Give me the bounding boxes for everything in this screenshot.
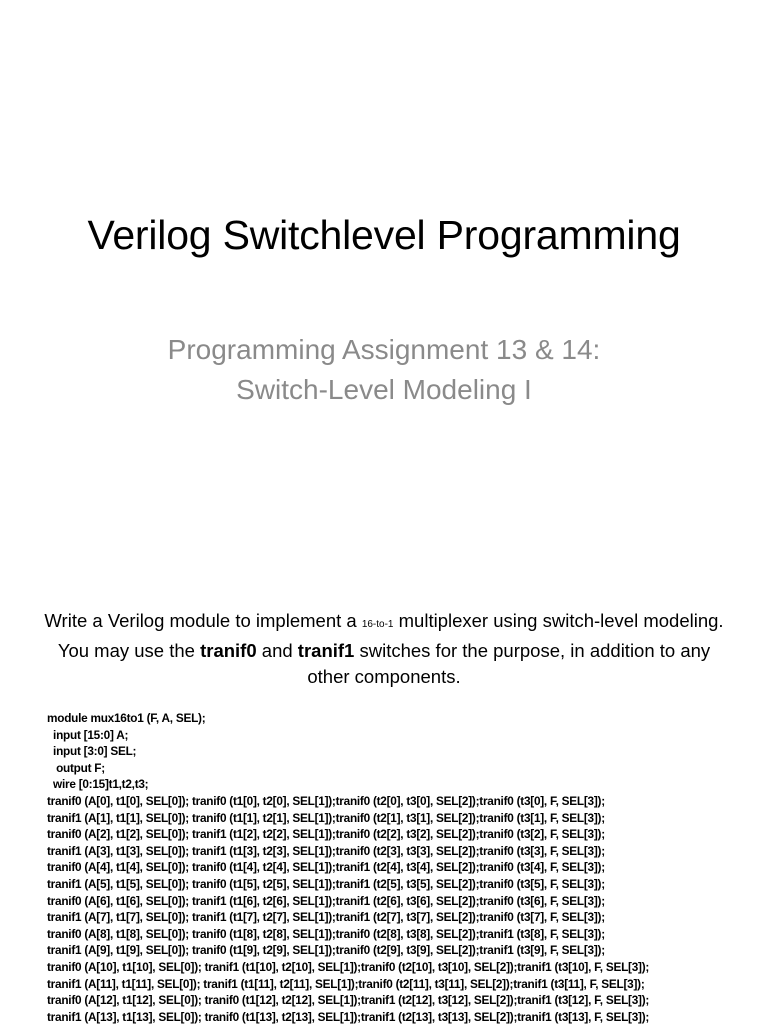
code-line: tranif0 (A[12], t1[12], SEL[0]); tranif0 (t1[12], t2[12], SEL[1]);tranif1 (t2[12], t3[12], SEL[2]);tranif1 (t3[12], F, SEL[3]); [47,993,650,1008]
prompt-mux-size: 16-to-1 [361,619,394,630]
code-line: tranif1 (A[1], t1[1], SEL[0]); tranif0 (t1[1], t2[1], SEL[1]);tranif0 (t2[1], t3[1], SEL[2]);tranif0 (t3[1], F, SEL[3]); [47,810,605,825]
code-line: tranif0 (A[8], t1[8], SEL[0]); tranif0 (t1[8], t2[8], SEL[1]);tranif0 (t2[8], t3[8], SEL[2]);tranif1 (t3[8], F, SEL[3]); [47,926,605,941]
prompt-tranif0: tranif0 [200,640,257,661]
code-line: tranif1 (A[11], t1[11], SEL[0]); tranif1 (t1[11], t2[11], SEL[1]);tranif0 (t2[11], t3[11], SEL[2]);tranif1 (t3[11], F, SEL[3]); [47,976,645,991]
slide-subtitle [0,330,768,410]
code-line: input [3:0] SEL; [47,744,137,759]
code-line: tranif0 (A[10], t1[10], SEL[0]); tranif1 (t1[10], t2[10], SEL[1]);tranif0 (t2[10], t3[10], SEL[2]);tranif1 (t3[10], F, SEL[3]); [47,959,650,974]
code-line: tranif1 (A[9], t1[9], SEL[0]); tranif0 (t1[9], t2[9], SEL[1]);tranif0 (t2[9], t3[9], SEL[2]);tranif1 (t3[9], F, SEL[3]); [47,943,605,958]
prompt-tranif1: tranif1 [297,640,355,661]
prompt-text-4: switches for the purpose, in addition to any other components. [307,640,711,687]
code-line: tranif1 (A[7], t1[7], SEL[0]); tranif1 (t1[7], t2[7], SEL[1]);tranif1 (t2[7], t3[7], SEL[2]);tranif0 (t3[7], F, SEL[3]); [47,910,605,925]
subtitle-line-2: Switch-Level Modeling I [236,374,532,405]
prompt-text-1: Write a Verilog module to implement a [44,610,362,631]
prompt-text-3: and [256,640,298,661]
verilog-code-block [47,710,762,1024]
code-line: tranif0 (A[6], t1[6], SEL[0]); tranif1 (t1[6], t2[6], SEL[1]);tranif1 (t2[6], t3[6], SEL[2]);tranif0 (t3[6], F, SEL[3]); [47,893,605,908]
code-line: module mux16to1 (F, A, SEL); [47,711,206,725]
code-line: tranif1 (A[5], t1[5], SEL[0]); tranif0 (t1[5], t2[5], SEL[1]);tranif1 (t2[5], t3[5], SEL[2]);tranif0 (t3[5], F, SEL[3]); [47,876,605,891]
code-line: output F; [47,760,105,775]
assignment-slide [0,576,768,1024]
slide-title: Verilog Switchlevel Programming [87,212,681,258]
assignment-prompt [40,608,728,690]
code-line: tranif0 (A[2], t1[2], SEL[0]); tranif1 (t1[2], t2[2], SEL[1]);tranif0 (t2[2], t3[2], SEL[2]);tranif0 (t3[2], F, SEL[3]); [47,827,605,842]
code-line: tranif0 (A[4], t1[4], SEL[0]); tranif0 (t1[4], t2[4], SEL[1]);tranif1 (t2[4], t3[4], SEL[2]);tranif0 (t3[4], F, SEL[3]); [47,860,605,875]
prompt-text-2: multiplexer using switch-level modeling. You may use the [57,610,724,661]
code-line: tranif1 (A[13], t1[13], SEL[0]); tranif0 (t1[13], t2[13], SEL[1]);tranif1 (t2[13], t3[13], SEL[2]);tranif1 (t3[13], F, SEL[3]); [47,1009,650,1024]
code-line: tranif0 (A[0], t1[0], SEL[0]); tranif0 (t1[0], t2[0], SEL[1]);tranif0 (t2[0], t3[0], SEL[2]);tranif0 (t3[0], F, SEL[3]); [47,793,605,808]
code-line: input [15:0] A; [47,727,129,742]
code-line: tranif1 (A[3], t1[3], SEL[0]); tranif1 (t1[3], t2[3], SEL[1]);tranif0 (t2[3], t3[3], SEL[2]);tranif0 (t3[3], F, SEL[3]); [47,843,605,858]
code-line: wire [0:15]t1,t2,t3; [47,777,149,792]
subtitle-line-1: Programming Assignment 13 & 14: [167,334,601,365]
